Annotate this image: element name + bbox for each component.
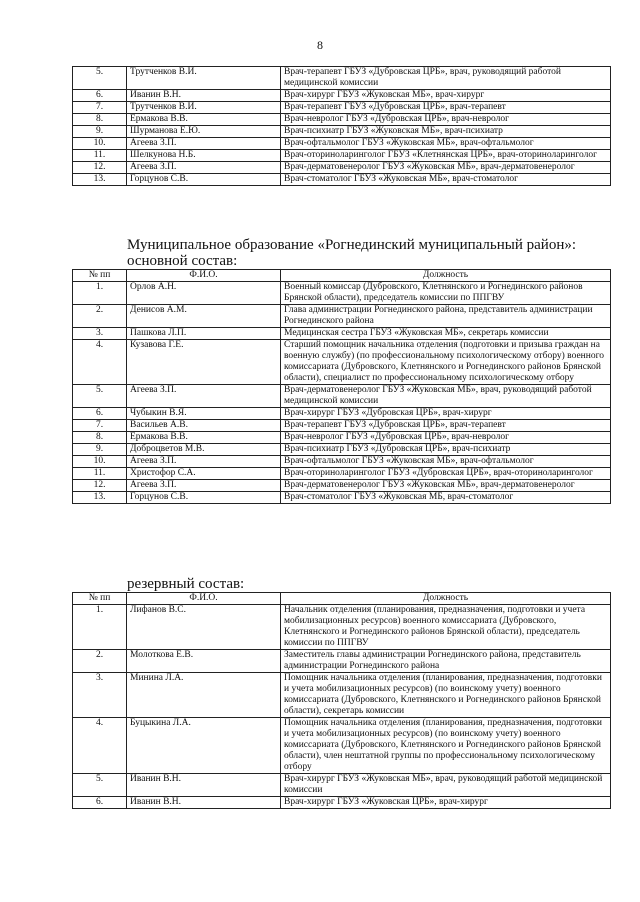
table-row bbox=[73, 328, 611, 340]
table-row bbox=[73, 174, 611, 186]
row-number: 4. bbox=[73, 340, 127, 385]
table-header-row bbox=[73, 593, 611, 605]
column-header: № пп bbox=[73, 593, 127, 605]
person-name: Денисов А.М. bbox=[127, 305, 281, 328]
table-row bbox=[73, 650, 611, 673]
position-text: Медицинская сестра ГБУЗ «Жуковская МБ», секретарь комиссии bbox=[281, 328, 611, 340]
person-name: Агеева З.П. bbox=[127, 480, 281, 492]
person-name: Горцунов С.В. bbox=[127, 174, 281, 186]
position-text: Заместитель главы администрации Рогнединского района, представитель администрации Рогнединского района bbox=[281, 650, 611, 673]
person-name: Ермакова В.В. bbox=[127, 114, 281, 126]
row-number: 2. bbox=[73, 305, 127, 328]
row-number: 8. bbox=[73, 432, 127, 444]
person-name: Кузавова Г.Е. bbox=[127, 340, 281, 385]
table-row bbox=[73, 718, 611, 774]
row-number: 1. bbox=[73, 605, 127, 650]
row-number: 4. bbox=[73, 718, 127, 774]
person-name: Иванин В.Н. bbox=[127, 797, 281, 809]
table-row bbox=[73, 420, 611, 432]
table-row bbox=[73, 67, 611, 90]
position-text: Помощник начальника отделения (планирования, предназначения, подготовки и учета мобилизационных ресурсов) (по воинскому учету) военного комиссариата (Дубровского, Клетнянского и Рогнединского районов Брянской области), секретарь комиссии bbox=[281, 673, 611, 718]
row-number: 7. bbox=[73, 420, 127, 432]
row-number: 5. bbox=[73, 385, 127, 408]
row-number: 8. bbox=[73, 114, 127, 126]
person-name: Васильев А.В. bbox=[127, 420, 281, 432]
main-composition-table bbox=[72, 269, 611, 504]
person-name: Орлов А.Н. bbox=[127, 282, 281, 305]
position-text: Врач-терапевт ГБУЗ «Дубровская ЦРБ», врач-терапевт bbox=[281, 102, 611, 114]
row-number: 3. bbox=[73, 328, 127, 340]
table-row bbox=[73, 774, 611, 797]
position-text: Врач-хирург ГБУЗ «Жуковская МБ», врач, руководящий работой медицинской комиссии bbox=[281, 774, 611, 797]
table-row bbox=[73, 385, 611, 408]
row-number: 9. bbox=[73, 444, 127, 456]
person-name: Горцунов С.В. bbox=[127, 492, 281, 504]
person-name: Чубыкин В.Я. bbox=[127, 408, 281, 420]
person-name: Лифанов В.С. bbox=[127, 605, 281, 650]
column-header: Должность bbox=[281, 270, 611, 282]
position-text: Глава администрации Рогнединского района, представитель администрации Рогнединского района bbox=[281, 305, 611, 328]
person-name: Шурманова Е.Ю. bbox=[127, 126, 281, 138]
row-number: 13. bbox=[73, 492, 127, 504]
table-row bbox=[73, 797, 611, 809]
position-text: Врач-офтальмолог ГБУЗ «Жуковская МБ», врач-офтальмолог bbox=[281, 138, 611, 150]
table-row bbox=[73, 340, 611, 385]
person-name: Трутченков В.И. bbox=[127, 102, 281, 114]
position-text: Врач-стоматолог ГБУЗ «Жуковская МБ», врач-стоматолог bbox=[281, 174, 611, 186]
commission-table-continued bbox=[72, 66, 611, 186]
table-row bbox=[73, 126, 611, 138]
position-text: Врач-хирург ГБУЗ «Жуковская МБ», врач-хирург bbox=[281, 90, 611, 102]
table-row bbox=[73, 150, 611, 162]
position-text: Врач-невролог ГБУЗ «Дубровская ЦРБ», врач-невролог bbox=[281, 114, 611, 126]
position-text: Врач-дерматовенеролог ГБУЗ «Жуковская МБ», врач, руководящий работой медицинской комиссии bbox=[281, 385, 611, 408]
reserve-composition-table bbox=[72, 592, 611, 809]
row-number: 6. bbox=[73, 90, 127, 102]
table-header-row bbox=[73, 270, 611, 282]
row-number: 6. bbox=[73, 797, 127, 809]
person-name: Пашкова Л.П. bbox=[127, 328, 281, 340]
person-name: Доброцветов М.В. bbox=[127, 444, 281, 456]
position-text: Врач-оториноларинголог ГБУЗ «Дубровская ЦРБ», врач-оториноларинголог bbox=[281, 468, 611, 480]
table-row bbox=[73, 673, 611, 718]
position-text: Врач-хирург ГБУЗ «Жуковская ЦРБ», врач-хирург bbox=[281, 797, 611, 809]
row-number: 12. bbox=[73, 162, 127, 174]
table-row bbox=[73, 468, 611, 480]
person-name: Иванин В.Н. bbox=[127, 90, 281, 102]
table-row bbox=[73, 480, 611, 492]
person-name: Буцыкина Л.А. bbox=[127, 718, 281, 774]
table-body bbox=[73, 605, 611, 809]
table-row bbox=[73, 456, 611, 468]
position-text: Врач-офтальмолог ГБУЗ «Жуковская МБ», врач-офтальмолог bbox=[281, 456, 611, 468]
reserve-composition-heading: резервный состав: bbox=[127, 576, 245, 592]
table-row bbox=[73, 90, 611, 102]
table-row bbox=[73, 114, 611, 126]
page-number: 8 bbox=[317, 38, 323, 52]
position-text: Врач-невролог ГБУЗ «Дубровская ЦРБ», врач-невролог bbox=[281, 432, 611, 444]
position-text: Врач-психиатр ГБУЗ «Жуковская МБ», врач-психиатр bbox=[281, 126, 611, 138]
row-number: 12. bbox=[73, 480, 127, 492]
person-name: Агеева З.П. bbox=[127, 162, 281, 174]
table-row bbox=[73, 605, 611, 650]
table-row bbox=[73, 432, 611, 444]
person-name: Трутченков В.И. bbox=[127, 67, 281, 90]
person-name: Ермакова В.В. bbox=[127, 432, 281, 444]
row-number: 5. bbox=[73, 774, 127, 797]
person-name: Христофор С.А. bbox=[127, 468, 281, 480]
position-text: Врач-хирург ГБУЗ «Дубровская ЦРБ», врач-хирург bbox=[281, 408, 611, 420]
position-text: Врач-терапевт ГБУЗ «Дубровская ЦРБ», врач, руководящий работой медицинской комиссии bbox=[281, 67, 611, 90]
table-body bbox=[73, 67, 611, 186]
position-text: Начальник отделения (планирования, предназначения, подготовки и учета мобилизационных ресурсов) военного комиссариата (Дубровского, Клетнянского и Рогнединского районов Брянской области), председатель комиссии по ППГВУ bbox=[281, 605, 611, 650]
row-number: 3. bbox=[73, 673, 127, 718]
table-row bbox=[73, 162, 611, 174]
person-name: Минина Л.А. bbox=[127, 673, 281, 718]
position-text: Врач-оториноларинголог ГБУЗ «Клетнянская ЦРБ», врач-оториноларинголог bbox=[281, 150, 611, 162]
person-name: Агеева З.П. bbox=[127, 456, 281, 468]
row-number: 10. bbox=[73, 456, 127, 468]
column-header: Ф.И.О. bbox=[127, 593, 281, 605]
position-text: Старший помощник начальника отделения (подготовки и призыва граждан на военную службу) (по профессиональному психологическому отбору) военного комиссариата (Дубровского, Клетнянского и Рогнединского районов Брянской области), специалист по профессиональному психологическому отбору bbox=[281, 340, 611, 385]
row-number: 2. bbox=[73, 650, 127, 673]
position-text: Военный комиссар (Дубровского, Клетнянского и Рогнединского районов Брянской области), председатель комиссии по ППГВУ bbox=[281, 282, 611, 305]
person-name: Молоткова Е.В. bbox=[127, 650, 281, 673]
row-number: 11. bbox=[73, 468, 127, 480]
person-name: Агеева З.П. bbox=[127, 138, 281, 150]
row-number: 11. bbox=[73, 150, 127, 162]
row-number: 9. bbox=[73, 126, 127, 138]
table-row bbox=[73, 492, 611, 504]
row-number: 1. bbox=[73, 282, 127, 305]
person-name: Шелкунова Н.Б. bbox=[127, 150, 281, 162]
table-row bbox=[73, 102, 611, 114]
position-text: Врач-терапевт ГБУЗ «Дубровская ЦРБ», врач-терапевт bbox=[281, 420, 611, 432]
table-row bbox=[73, 138, 611, 150]
row-number: 10. bbox=[73, 138, 127, 150]
position-text: Помощник начальника отделения (планирования, предназначения, подготовки и учета мобилизационных ресурсов) (по воинскому учету) военного комиссариата (Дубровского, Клетнянского и Рогнединского районов Брянской области), член нештатной группы по профессиональному психологическому отбору bbox=[281, 718, 611, 774]
table-row bbox=[73, 444, 611, 456]
person-name: Агеева З.П. bbox=[127, 385, 281, 408]
column-header: Должность bbox=[281, 593, 611, 605]
row-number: 6. bbox=[73, 408, 127, 420]
person-name: Иванин В.Н. bbox=[127, 774, 281, 797]
main-composition-heading: основной состав: bbox=[127, 253, 238, 269]
column-header: № пп bbox=[73, 270, 127, 282]
position-text: Врач-дерматовенеролог ГБУЗ «Жуковская МБ», врач-дерматовенеролог bbox=[281, 162, 611, 174]
position-text: Врач-психиатр ГБУЗ «Дубровская ЦРБ», врач-психиатр bbox=[281, 444, 611, 456]
section-heading: Муниципальное образование «Рогнединский муниципальный район»: bbox=[127, 237, 577, 253]
row-number: 13. bbox=[73, 174, 127, 186]
row-number: 7. bbox=[73, 102, 127, 114]
position-text: Врач-стоматолог ГБУЗ «Жуковская МБ, врач-стоматолог bbox=[281, 492, 611, 504]
table-row bbox=[73, 408, 611, 420]
position-text: Врач-дерматовенеролог ГБУЗ «Жуковская МБ», врач-дерматовенеролог bbox=[281, 480, 611, 492]
table-row bbox=[73, 305, 611, 328]
row-number: 5. bbox=[73, 67, 127, 90]
table-body bbox=[73, 282, 611, 504]
column-header: Ф.И.О. bbox=[127, 270, 281, 282]
table-row bbox=[73, 282, 611, 305]
